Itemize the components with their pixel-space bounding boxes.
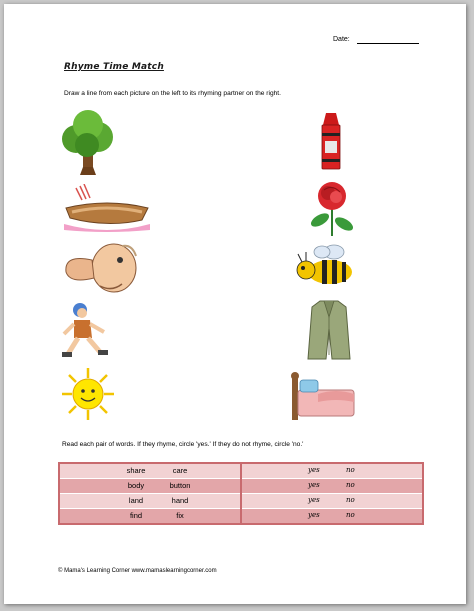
word-two: button <box>169 481 191 490</box>
boat-icon <box>62 184 152 236</box>
word-two: hand <box>171 496 189 505</box>
yes-option[interactable]: yes <box>308 511 320 519</box>
rhyme-table <box>58 462 424 525</box>
bee-icon <box>294 242 356 296</box>
crayon-icon <box>317 111 345 173</box>
word-one: body <box>127 481 145 490</box>
no-option[interactable]: no <box>346 481 355 489</box>
no-option[interactable]: no <box>346 496 355 504</box>
yes-option[interactable]: yes <box>308 481 320 489</box>
rose-icon <box>304 180 360 238</box>
yes-option[interactable]: yes <box>308 466 320 474</box>
coat-icon <box>306 299 352 363</box>
runner-icon <box>60 302 116 362</box>
date-input-line[interactable] <box>357 43 419 44</box>
table-row <box>59 479 423 494</box>
sun-icon <box>60 366 116 422</box>
worksheet-page <box>4 4 466 604</box>
match-instructions: Draw a line from each picture on the left to its rhyming partner on the right. <box>64 90 281 97</box>
yes-option[interactable]: yes <box>308 496 320 504</box>
bed-icon <box>288 372 358 422</box>
word-two: care <box>172 466 188 475</box>
nose-icon <box>60 240 142 296</box>
no-option[interactable]: no <box>346 511 355 519</box>
tree-icon <box>60 109 116 179</box>
word-one: land <box>128 496 144 505</box>
footer-copyright: © Mama's Learning Corner www.mamaslearningcorner.com <box>58 568 217 574</box>
word-one: share <box>126 466 146 475</box>
date-label: Date: <box>333 36 350 43</box>
word-two: fix <box>176 511 184 520</box>
no-option[interactable]: no <box>346 466 355 474</box>
page-title: Rhyme Time Match <box>64 62 164 72</box>
circle-instructions: Read each pair of words. If they rhyme, circle 'yes.' If they do not rhyme, circle 'no.' <box>62 441 304 448</box>
table-row <box>59 509 423 525</box>
word-one: find <box>129 511 143 520</box>
table-row <box>59 463 423 479</box>
table-row <box>59 494 423 509</box>
